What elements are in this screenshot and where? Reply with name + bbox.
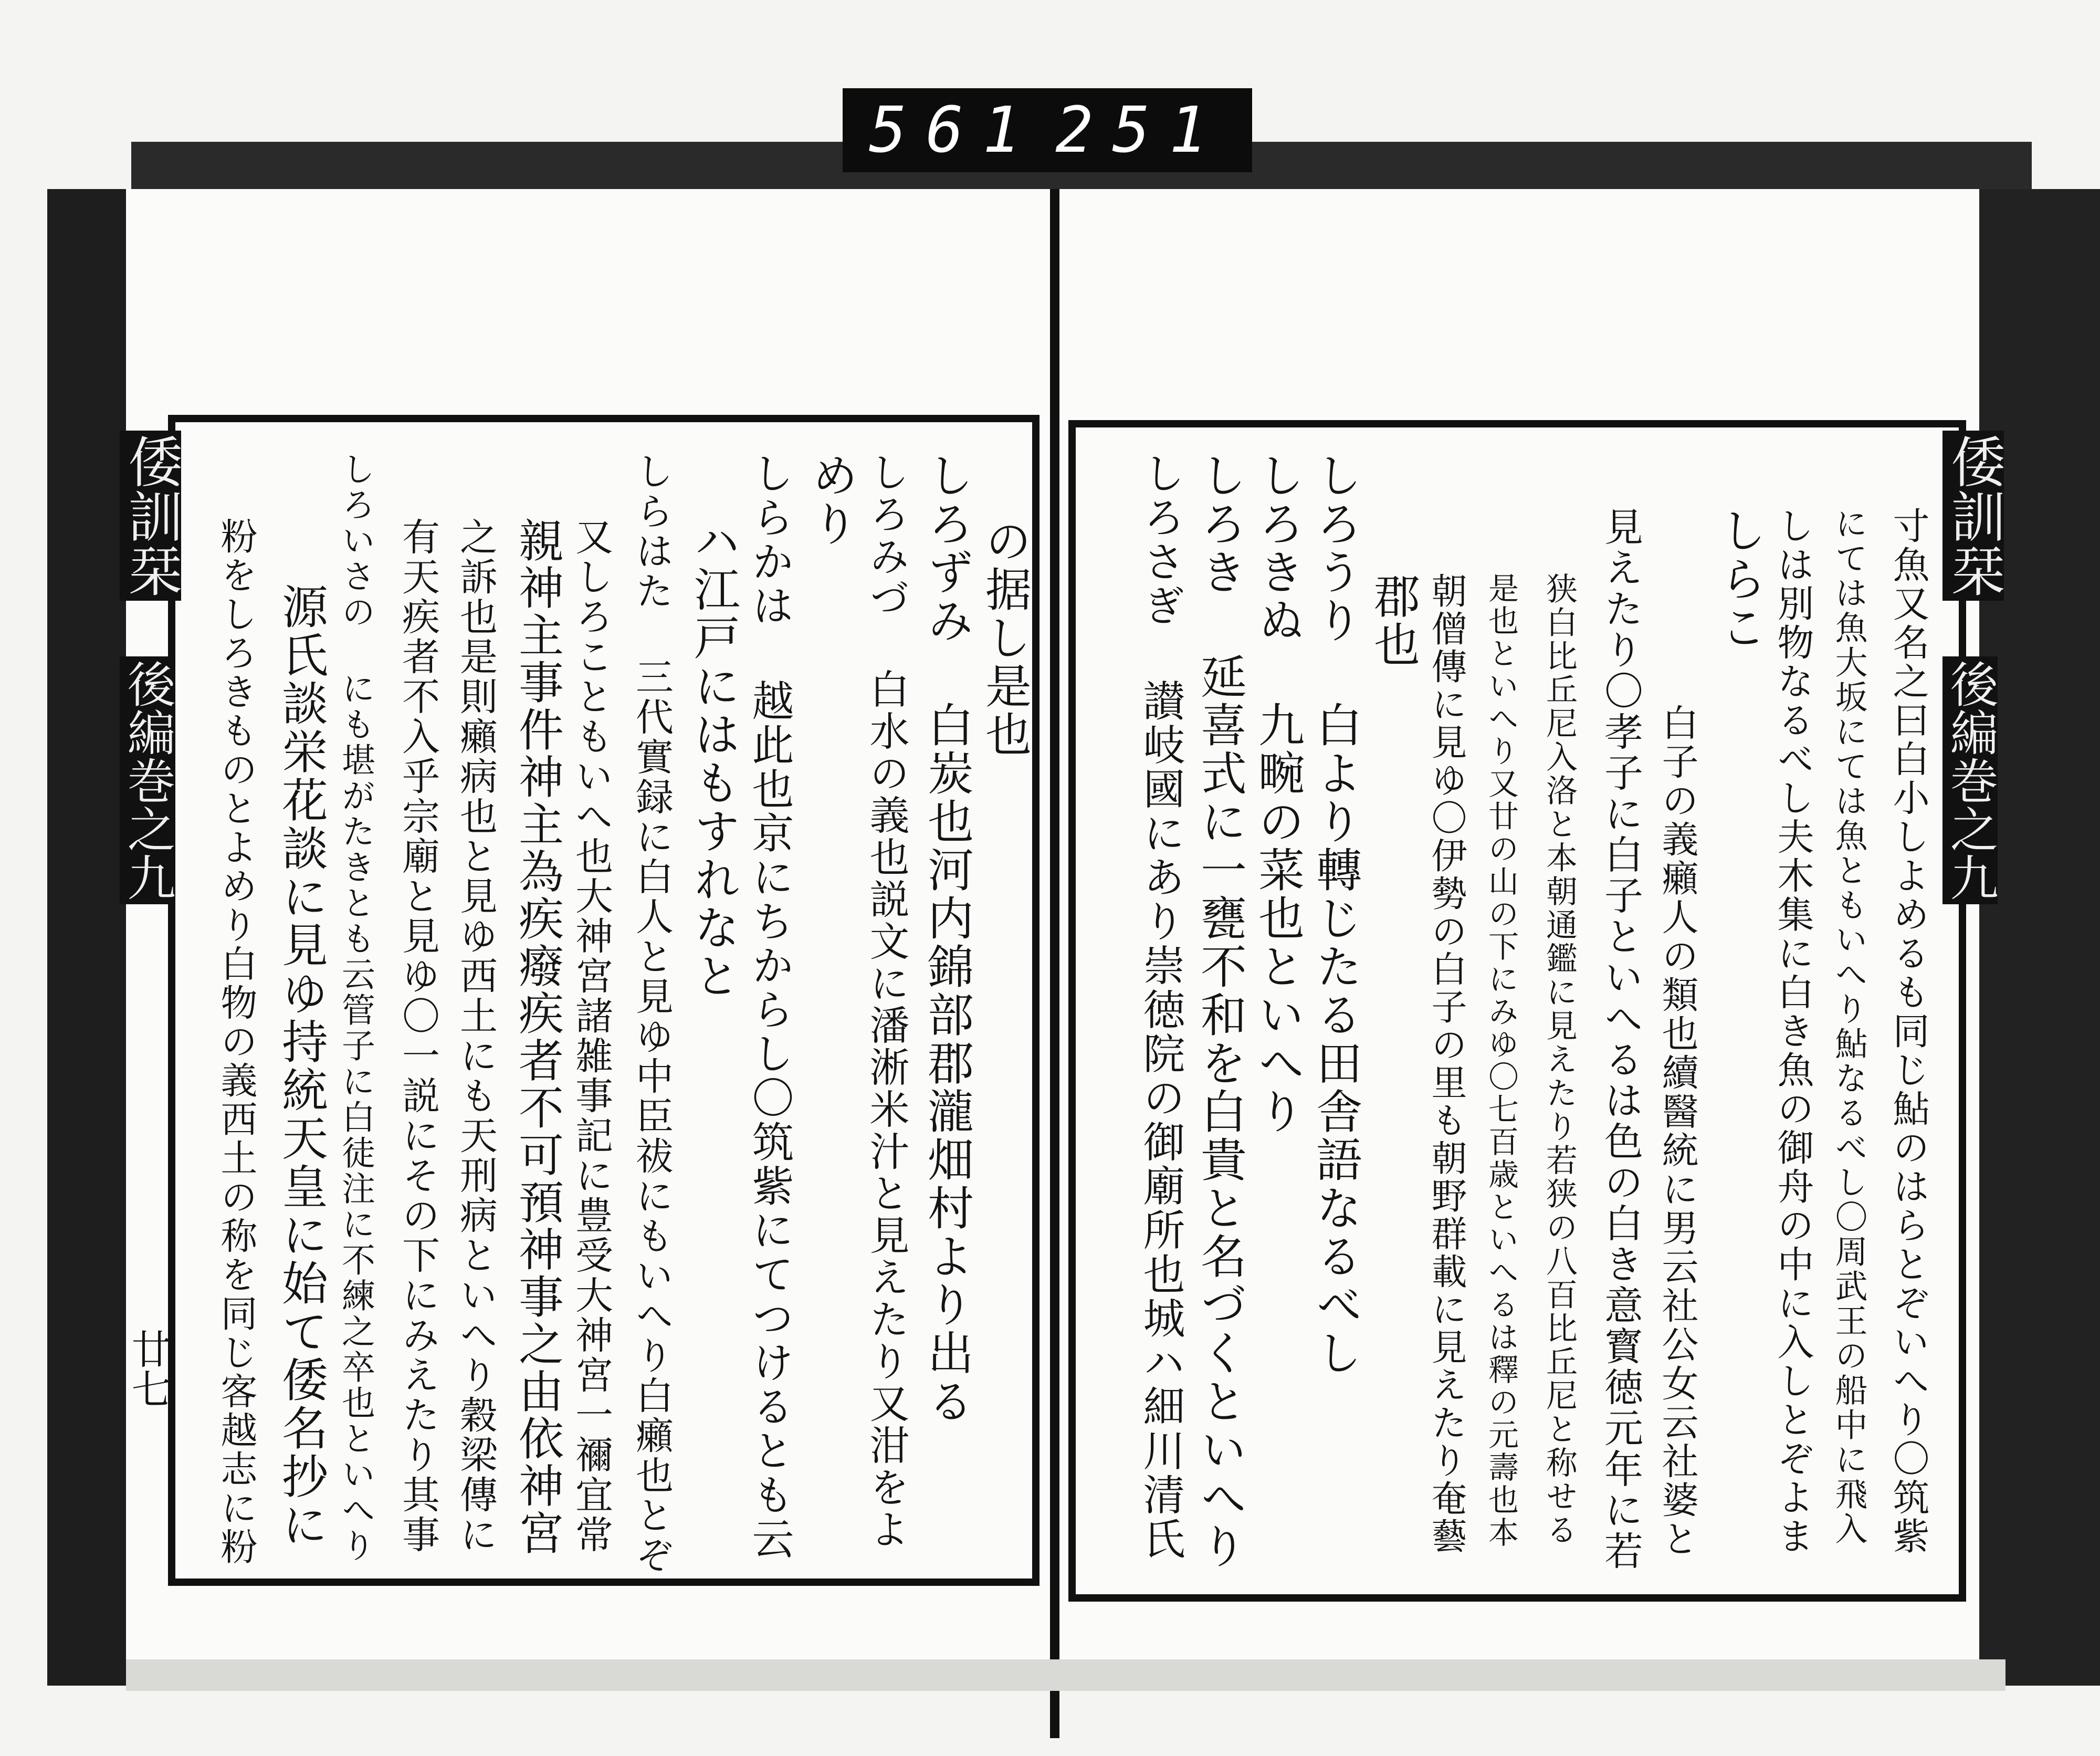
left-page-edge	[47, 189, 131, 1686]
call-number-label	[843, 88, 1252, 172]
text-column: 寸魚又名之曰白小しよめるも同じ鮎のはらとぞいへり〇筑紫	[1887, 507, 1930, 1556]
text-column: 又しろこともいへ也大神宮諸雑事記に豊受大神宮一禰宜常	[569, 517, 613, 1555]
text-column: しろさぎ 讃岐國にあり崇徳院の御廟所也城ハ細川清氏	[1136, 452, 1185, 1561]
folio-number: 廿七	[125, 1329, 172, 1408]
text-column: ハ江戸にはもすれなと	[687, 517, 741, 1000]
right-page-edge	[1979, 189, 2100, 1686]
text-column: しろいさの にも堪がたきとも云管子に白徒注に不練之卒也といへり	[336, 452, 375, 1564]
spine-volume-left: 後編巻之九	[120, 656, 175, 904]
text-column: しらはた 三代實録に白人と見ゆ中臣祓にもいへり白癩也とぞ	[629, 452, 674, 1575]
text-column: 有天疾者不入乎宗廟と見ゆ〇一説にその下にみえたり其事	[396, 517, 440, 1555]
text-column: しらこ	[1713, 507, 1767, 652]
book-bottom-edge	[126, 1659, 2006, 1691]
book-gutter	[1050, 189, 1059, 1738]
spine-volume-right: 後編巻之九	[1942, 656, 1998, 904]
text-column: 之訴也是則癩病也と見ゆ西土にも天刑病といへり穀梁傳に	[454, 517, 498, 1555]
text-column: しは別物なるべし夫木集に白き魚の御舟の中に入しとぞよま	[1771, 507, 1814, 1556]
text-column: 郡也	[1367, 572, 1421, 669]
text-column: しろきぬ 九畹の菜也といへり	[1251, 452, 1305, 1136]
call-number-left: 561	[869, 93, 1040, 167]
text-column: 見えたり〇孝子に白子といへるは色の白き意寳徳元年に若	[1598, 507, 1643, 1572]
spine-title-right: 倭訓栞	[1942, 431, 2004, 601]
spine-title-left: 倭訓栞	[120, 431, 181, 601]
text-column: しろずみ 白炭也河内錦部郡瀧畑村より出る	[920, 452, 974, 1426]
text-column: にては魚大坂にては魚ともいへり鮎なるべし〇周武王の船中に飛入	[1830, 507, 1868, 1546]
text-column: 粉をしろきものとよめり白物の義西土の称を同じ客越志に粉	[215, 517, 258, 1566]
text-column: めり	[805, 452, 859, 548]
text-column: 朝僧傳に見ゆ〇伊勢の白子の里も朝野群載に見えたり奄藝	[1425, 572, 1467, 1555]
text-column: しらかは 越此也京にちからし〇筑紫にてつけるとも云	[745, 452, 794, 1561]
text-column: 白子の義癩人の類也續醫統に男云社公女云社婆と	[1656, 704, 1699, 1559]
text-column: しろき 延喜式に一甕不和を白貴と名づくといへり	[1193, 452, 1247, 1571]
text-column: 是也といへり又廿の山の下にみゆ〇七百歳といへるは釋の元壽也本	[1483, 572, 1519, 1549]
text-column: 親神主事件神主為疾癈疾者不可預神事之由依神宮	[511, 517, 563, 1557]
text-column: しろうり 白より轉じたる田舎語なるべし	[1309, 452, 1363, 1377]
text-column: 源氏談栄花談に見ゆ持統天皇に始て倭名抄に	[275, 583, 329, 1549]
text-column: 狭白比丘尼入洛と本朝通鑑に見えたり若狭の八百比丘尼と称せる	[1541, 572, 1578, 1547]
text-column: しろみづ 白水の義也説文に潘淅米汁と見えたり又泔をよ	[863, 452, 910, 1551]
text-column: の据し是也	[978, 517, 1032, 759]
call-number-right: 251	[1055, 93, 1226, 167]
